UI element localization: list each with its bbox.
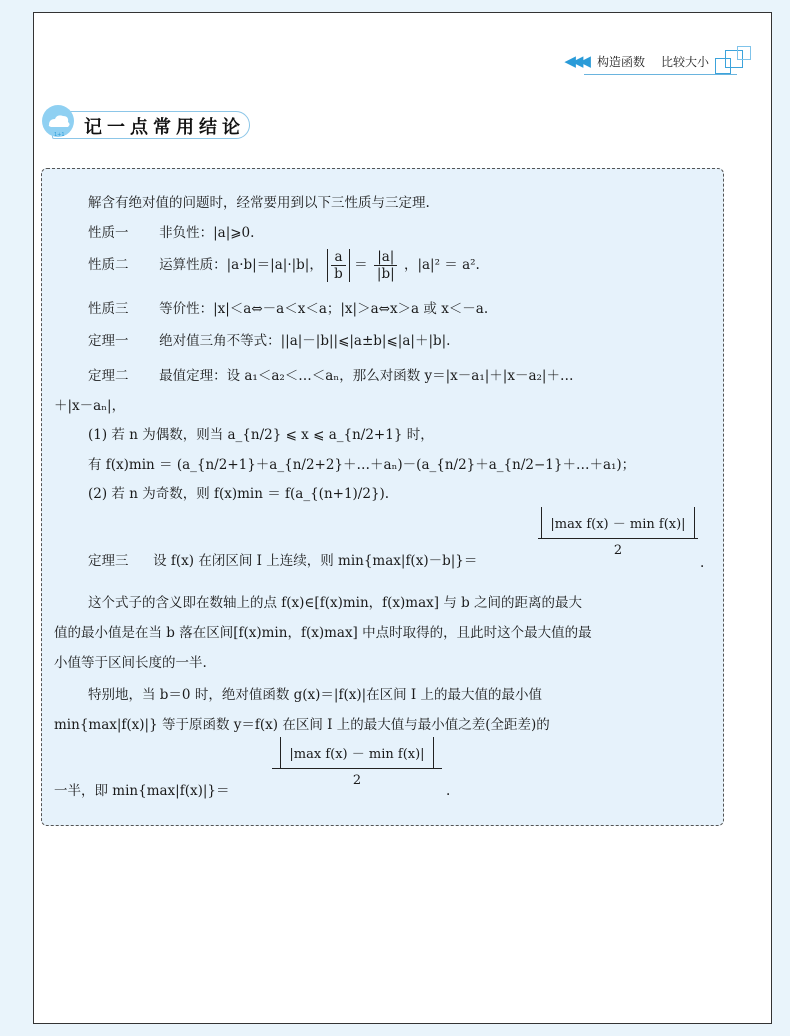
property-2: [88, 249, 480, 282]
theorem-2-case-1: (1) 若 n 为偶数，则当 a_{n/2} ⩽ x ⩽ a_{n/2+1} 时，: [88, 427, 434, 443]
property-2-text-a: 运算性质：|a·b|＝|a|·|b|，: [159, 257, 323, 273]
theorem-1: [88, 329, 450, 349]
property-1-text: 非负性：|a|⩾0.: [159, 225, 255, 241]
property-3-text: 等价性：|x|＜a⇔－a＜x＜a；|x|＞a⇔x＞a 或 x＜－a.: [159, 301, 489, 317]
frac-num-abs: |a|: [374, 249, 397, 266]
property-3: [88, 297, 488, 317]
theorem-1-text: 绝对值三角不等式：||a|－|b||⩽|a±b|⩽|a|＋|b|.: [159, 333, 451, 349]
frac-den-abs: |b|: [376, 266, 395, 282]
theorem-2-text: 最值定理：设 a₁＜a₂＜…＜aₙ，那么对函数 y＝|x－a₁|＋|x－a₂|＋…: [159, 368, 574, 384]
cloud-icon: [40, 103, 76, 139]
special-line-2: min{max|f(x)|} 等于原函数 y＝f(x) 在区间 I 上的最大值与最小值之差(全距差)的: [54, 717, 550, 733]
page: [33, 12, 772, 1024]
theorem-3-denominator: 2: [613, 543, 623, 558]
chevrons-icon: ◀◀◀: [564, 52, 587, 70]
section-heading: [40, 103, 250, 143]
frac-den: b: [334, 266, 343, 282]
explanation-line-2: 值的最小值是在当 b 落在区间[f(x)min，f(x)max] 中点时取得的，且此时这个最大值的最: [54, 625, 592, 641]
property-1: [88, 221, 254, 241]
explanation-line-1: 这个式子的含义即在数轴上的点 f(x)∈[f(x)min，f(x)max] 与 b 之间的距离的最大: [88, 595, 583, 611]
property-2-text-b: ，|a|² ＝ a².: [403, 257, 480, 273]
frac-num: a: [331, 249, 345, 266]
property-2-label: 性质二: [88, 257, 129, 273]
theorem-3-label: 定理三: [88, 553, 129, 569]
theorem-2-case-1b: 有 f(x)min ＝ (a_{n/2+1}＋a_{n/2+2}＋…＋aₙ)－(a_{n/2}＋a_{n/2−1}＋…＋a₁)；: [88, 457, 636, 473]
theorem-2-cont: ＋|x－aₙ|，: [54, 398, 126, 414]
theorem-2-label: 定理二: [88, 368, 129, 384]
special-fraction: [272, 737, 442, 788]
header-chapter: 构造函数: [596, 54, 645, 69]
special-line-3: 一半，即 min{max|f(x)|}＝: [54, 783, 230, 799]
header-rule: [584, 74, 737, 75]
theorem-3-numerator: |max f(x) － min f(x)|: [541, 507, 694, 538]
theorem-2-case-2: (2) 若 n 为奇数，则 f(x)min ＝ f(a_{(n+1)/2}).: [88, 486, 390, 502]
header-section: 比较大小: [660, 54, 709, 69]
property-1-label: 性质一: [88, 225, 129, 241]
running-header: [564, 49, 753, 73]
special-numerator: |max f(x) － min f(x)|: [280, 737, 433, 768]
theorem-2: [88, 364, 573, 384]
theorem-3-fraction: [538, 507, 698, 558]
svg-text:1+1: 1+1: [54, 132, 65, 138]
theorem-3-tail: .: [700, 555, 705, 571]
conclusion-box: [41, 168, 724, 826]
section-heading-title: 记一点常用结论: [84, 117, 245, 138]
header-squares-icon: [713, 46, 753, 76]
explanation-line-3: 小值等于区间长度的一半.: [54, 655, 207, 671]
property-2-eq: ＝: [354, 257, 368, 273]
theorem-1-label: 定理一: [88, 333, 129, 349]
theorem-3: [88, 549, 477, 569]
special-denominator: 2: [352, 773, 362, 788]
special-line-1: 特别地，当 b＝0 时，绝对值函数 g(x)＝|f(x)|在区间 I 上的最大值的最小值: [88, 687, 543, 703]
property-3-label: 性质三: [88, 301, 129, 317]
special-tail: .: [446, 783, 451, 799]
intro-text: 解含有绝对值的问题时，经常要用到以下三性质与三定理.: [88, 195, 430, 211]
theorem-3-text: 设 f(x) 在闭区间 I 上连续，则 min{max|f(x)－b|}＝: [153, 553, 478, 569]
